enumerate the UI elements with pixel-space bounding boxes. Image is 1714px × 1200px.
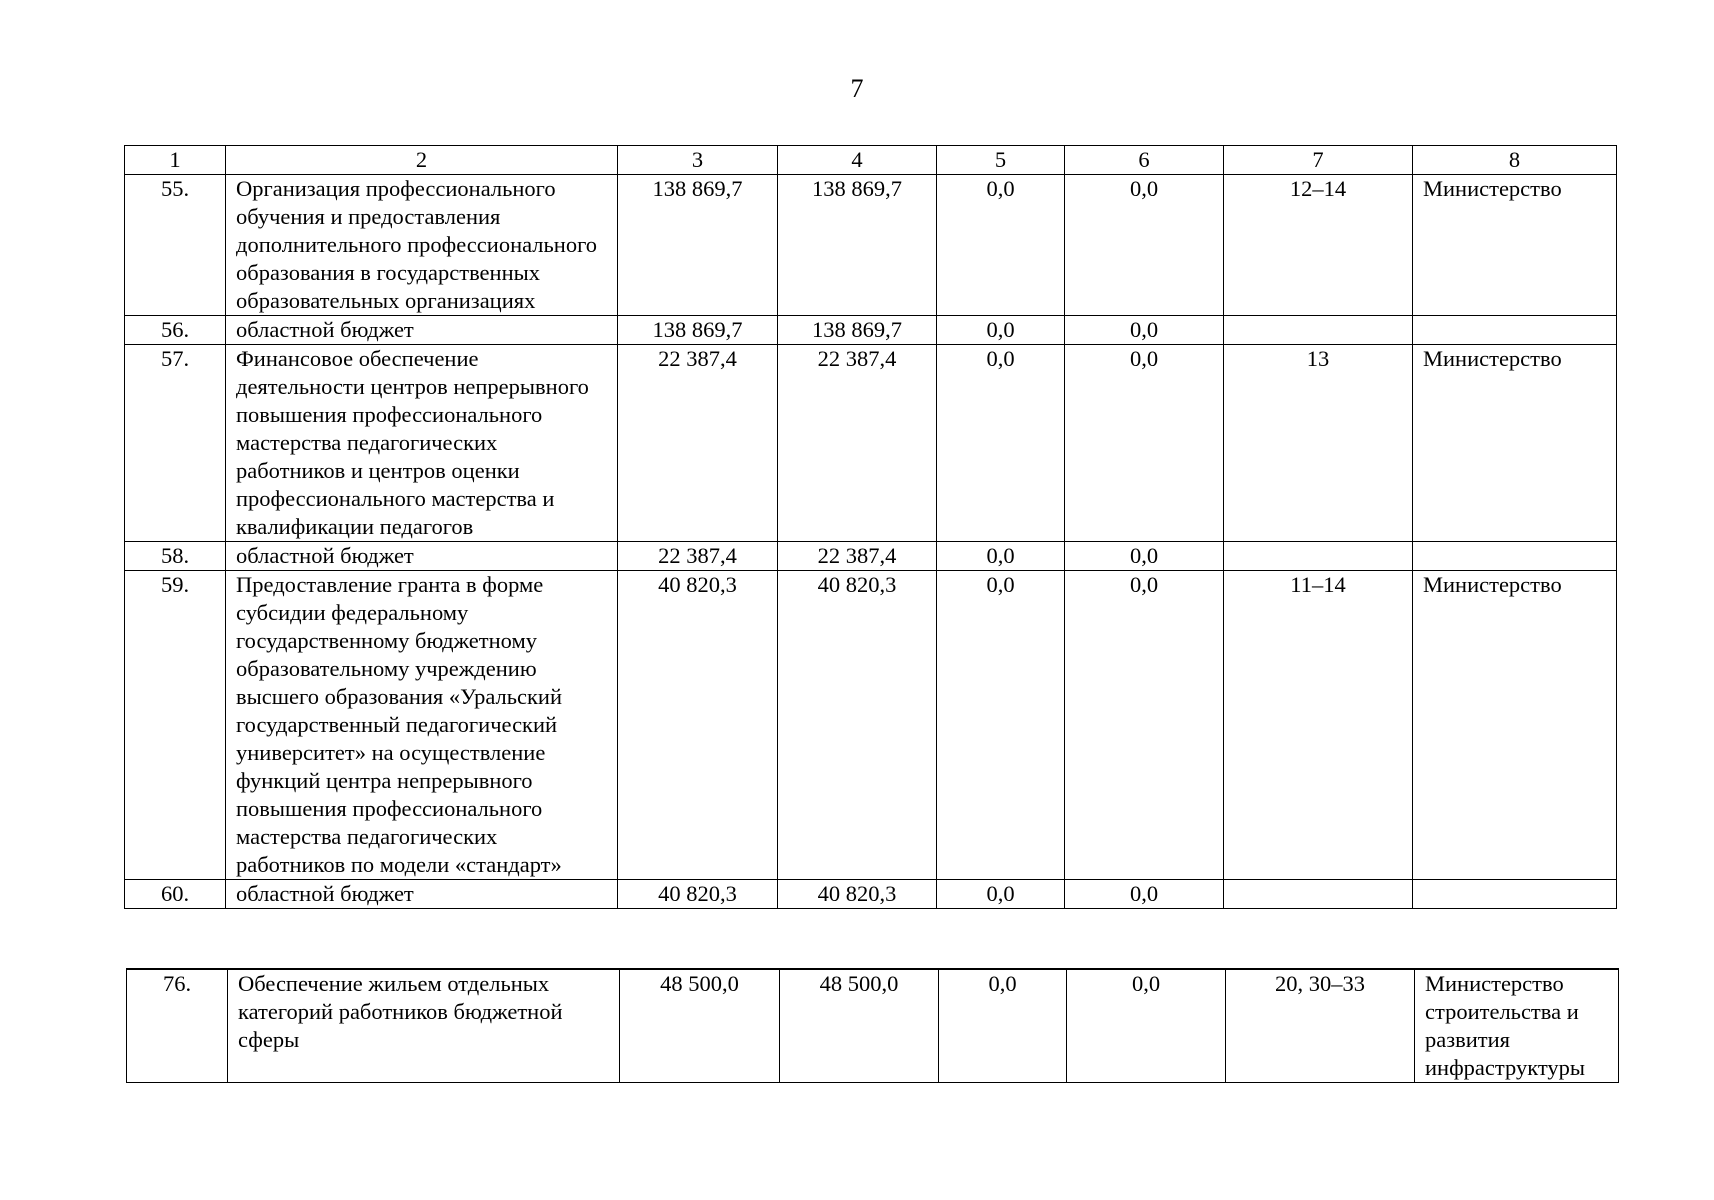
row-target-indicators bbox=[1224, 880, 1413, 909]
row-value-col3: 40 820,3 bbox=[618, 880, 778, 909]
row-description: областной бюджет bbox=[226, 316, 618, 345]
row-value-col5: 0,0 bbox=[937, 316, 1065, 345]
header-cell: 8 bbox=[1413, 146, 1617, 175]
row-value-col5: 0,0 bbox=[939, 969, 1067, 1083]
row-value-col3: 138 869,7 bbox=[618, 316, 778, 345]
header-cell: 4 bbox=[778, 146, 937, 175]
row-target-indicators: 11–14 bbox=[1224, 571, 1413, 880]
row-responsible: Министерство bbox=[1413, 345, 1617, 542]
row-value-col6: 0,0 bbox=[1067, 969, 1226, 1083]
row-description: Обеспечение жильем отдельных категорий работников бюджетной сферы bbox=[228, 969, 620, 1083]
row-value-col4: 138 869,7 bbox=[778, 175, 937, 316]
row-target-indicators bbox=[1224, 316, 1413, 345]
row-value-col3: 138 869,7 bbox=[618, 175, 778, 316]
header-cell: 3 bbox=[618, 146, 778, 175]
program-table-continuation bbox=[126, 968, 1619, 1083]
table-row bbox=[125, 880, 1617, 909]
row-responsible: Министерство строительства и развития инфраструктуры bbox=[1415, 969, 1619, 1083]
row-responsible bbox=[1413, 316, 1617, 345]
row-target-indicators: 20, 30–33 bbox=[1226, 969, 1415, 1083]
row-target-indicators: 13 bbox=[1224, 345, 1413, 542]
row-value-col3: 22 387,4 bbox=[618, 542, 778, 571]
row-value-col6: 0,0 bbox=[1065, 571, 1224, 880]
row-value-col3: 48 500,0 bbox=[620, 969, 780, 1083]
row-description: областной бюджет bbox=[226, 880, 618, 909]
row-responsible bbox=[1413, 542, 1617, 571]
row-value-col4: 40 820,3 bbox=[778, 880, 937, 909]
row-value-col3: 22 387,4 bbox=[618, 345, 778, 542]
table-row bbox=[125, 571, 1617, 880]
row-description: Организация профессионального обучения и предоставления дополнительного профессионального образования в государственных образовательных организациях bbox=[226, 175, 618, 316]
row-value-col5: 0,0 bbox=[937, 345, 1065, 542]
table-row bbox=[127, 969, 1619, 1083]
table-row bbox=[125, 316, 1617, 345]
row-number: 55. bbox=[125, 175, 226, 316]
row-number: 58. bbox=[125, 542, 226, 571]
row-value-col5: 0,0 bbox=[937, 542, 1065, 571]
row-value-col5: 0,0 bbox=[937, 175, 1065, 316]
page-number: 7 bbox=[850, 74, 864, 103]
row-target-indicators: 12–14 bbox=[1224, 175, 1413, 316]
row-number: 76. bbox=[127, 969, 228, 1083]
row-responsible bbox=[1413, 880, 1617, 909]
row-value-col4: 138 869,7 bbox=[778, 316, 937, 345]
row-value-col6: 0,0 bbox=[1065, 345, 1224, 542]
row-number: 59. bbox=[125, 571, 226, 880]
row-value-col6: 0,0 bbox=[1065, 175, 1224, 316]
row-description: областной бюджет bbox=[226, 542, 618, 571]
row-target-indicators bbox=[1224, 542, 1413, 571]
header-cell: 7 bbox=[1224, 146, 1413, 175]
row-value-col6: 0,0 bbox=[1065, 316, 1224, 345]
row-value-col4: 22 387,4 bbox=[778, 345, 937, 542]
row-number: 57. bbox=[125, 345, 226, 542]
row-number: 60. bbox=[125, 880, 226, 909]
row-value-col5: 0,0 bbox=[937, 571, 1065, 880]
row-responsible: Министерство bbox=[1413, 175, 1617, 316]
row-responsible: Министерство bbox=[1413, 571, 1617, 880]
row-description: Предоставление гранта в форме субсидии федеральному государственному бюджетному образовательному учреждению высшего образования «Уральский государственный педагогический университет» на осуществление функций центра непрерывного повышения профессионального мастерства педагогических работников по модели «стандарт» bbox=[226, 571, 618, 880]
program-table bbox=[124, 145, 1617, 909]
row-value-col4: 40 820,3 bbox=[778, 571, 937, 880]
table-header-row bbox=[125, 146, 1617, 175]
table-row bbox=[125, 345, 1617, 542]
header-cell: 6 bbox=[1065, 146, 1224, 175]
header-cell: 5 bbox=[937, 146, 1065, 175]
row-value-col6: 0,0 bbox=[1065, 880, 1224, 909]
header-cell: 2 bbox=[226, 146, 618, 175]
header-cell: 1 bbox=[125, 146, 226, 175]
table-row bbox=[125, 175, 1617, 316]
row-value-col4: 48 500,0 bbox=[780, 969, 939, 1083]
row-number: 56. bbox=[125, 316, 226, 345]
table-row bbox=[125, 542, 1617, 571]
row-value-col4: 22 387,4 bbox=[778, 542, 937, 571]
row-description: Финансовое обеспечение деятельности центров непрерывного повышения профессионального мастерства педагогических работников и центров оценки профессионального мастерства и квалификации педагогов bbox=[226, 345, 618, 542]
row-value-col5: 0,0 bbox=[937, 880, 1065, 909]
row-value-col3: 40 820,3 bbox=[618, 571, 778, 880]
row-value-col6: 0,0 bbox=[1065, 542, 1224, 571]
